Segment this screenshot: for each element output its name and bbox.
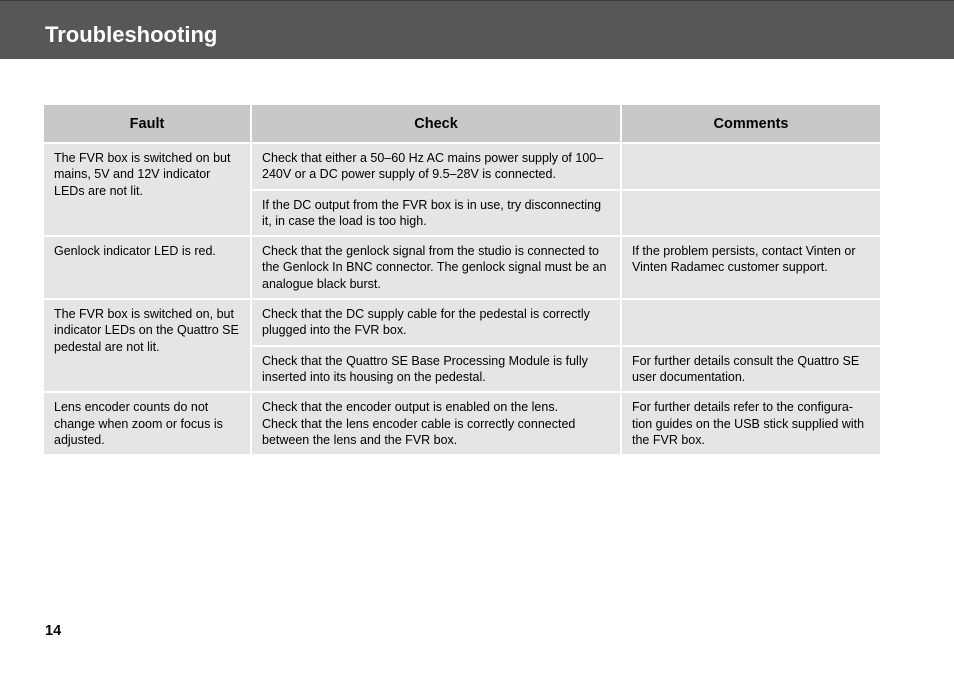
comment-cell — [622, 300, 880, 345]
check-cell: Check that the Quattro SE Base Processing Module is fully inserted into its housing on the pedestal. — [252, 347, 620, 392]
table-row — [44, 300, 880, 345]
page-title: Troubleshooting — [45, 22, 218, 47]
comment-cell: For further details consult the Quattro SE user documentation. — [622, 347, 880, 392]
comment-cell: If the problem persists, contact Vinten or Vinten Radamec customer support. — [622, 237, 880, 298]
column-header-check: Check — [252, 105, 620, 142]
column-header-comments: Comments — [622, 105, 880, 142]
check-cell: Check that the encoder output is enabled on the lens. Check that the lens encoder cable is correctly connected between the lens and the FVR box. — [252, 393, 620, 454]
comment-cell — [622, 144, 880, 189]
table-header-row — [44, 105, 880, 142]
table-row — [44, 237, 880, 298]
fault-cell: The FVR box is switched on, but indicator LEDs on the Quattro SE pedestal are not lit. — [44, 300, 250, 391]
comment-cell — [622, 191, 880, 236]
check-cell: Check that either a 50–60 Hz AC mains power supply of 100–240V or a DC power supply of 9.5–28V is connected. — [252, 144, 620, 189]
check-cell: Check that the DC supply cable for the pedestal is correctly plugged into the FVR box. — [252, 300, 620, 345]
header-bar — [0, 0, 954, 59]
page-number: 14 — [45, 623, 62, 639]
table-row — [44, 393, 880, 454]
check-cell: Check that the genlock signal from the studio is connected to the Genlock In BNC connector. The genlock signal must be an analogue black burst. — [252, 237, 620, 298]
column-header-fault: Fault — [44, 105, 250, 142]
fault-cell: Genlock indicator LED is red. — [44, 237, 250, 298]
fault-cell: The FVR box is switched on but mains, 5V and 12V indicator LEDs are not lit. — [44, 144, 250, 235]
comment-cell: For further details refer to the configura-tion guides on the USB stick supplied with the FVR box. — [622, 393, 880, 454]
check-cell: If the DC output from the FVR box is in use, try disconnecting it, in case the load is too high. — [252, 191, 620, 236]
fault-cell: Lens encoder counts do not change when zoom or focus is adjusted. — [44, 393, 250, 454]
troubleshooting-table — [42, 103, 882, 456]
table-row — [44, 144, 880, 189]
